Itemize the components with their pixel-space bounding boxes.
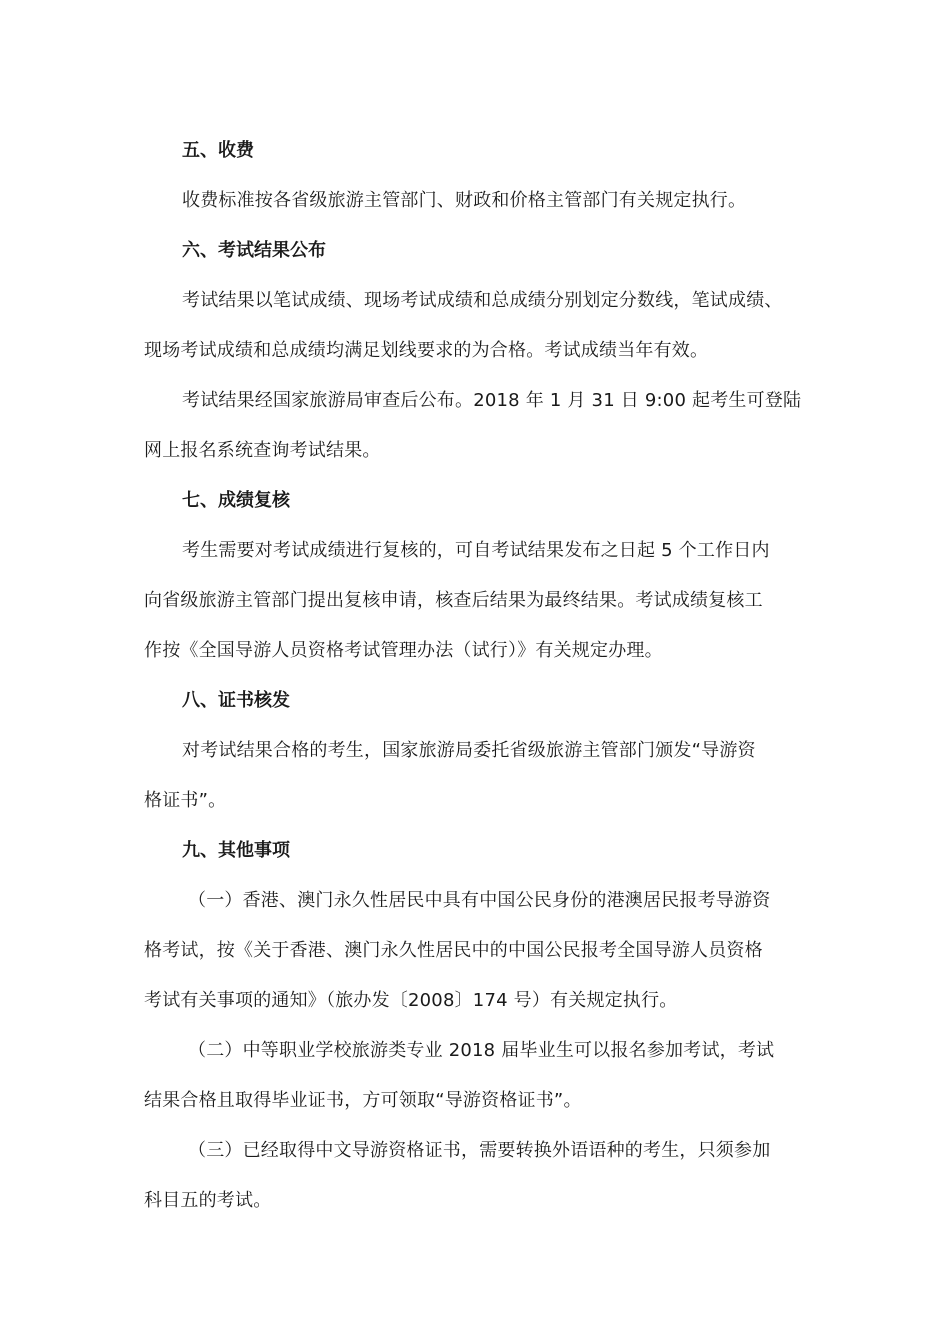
text-line: 考生需要对考试成绩进行复核的，可自考试结果发布之日起 5 个工作日内 <box>182 540 770 561</box>
section-results-publication <box>144 226 812 476</box>
text-line: 结果合格且取得毕业证书，方可领取“导游资格证书”。 <box>144 1090 582 1111</box>
text-line: 考试结果以笔试成绩、现场考试成绩和总成绩分别划定分数线，笔试成绩、 <box>182 290 783 311</box>
section-heading: 六、考试结果公布 <box>182 240 326 261</box>
document-body <box>144 126 812 1226</box>
text-line: 作按《全国导游人员资格考试管理办法（试行）》有关规定办理。 <box>144 640 663 661</box>
text-line: 格证书”。 <box>144 790 227 811</box>
paragraph <box>144 176 812 226</box>
section-fees <box>144 126 812 226</box>
text-line: 收费标准按各省级旅游主管部门、财政和价格主管部门有关规定执行。 <box>182 190 747 211</box>
paragraph <box>144 1026 812 1126</box>
section-heading: 八、证书核发 <box>182 690 290 711</box>
paragraph <box>144 876 812 1026</box>
text-line: 网上报名系统查询考试结果。 <box>144 440 381 461</box>
paragraph <box>144 526 812 676</box>
text-line: 考试结果经国家旅游局审查后公布。2018 年 1 月 31 日 9:00 起考生可登陆 <box>182 390 802 411</box>
paragraph <box>144 726 812 826</box>
text-line: 对考试结果合格的考生，国家旅游局委托省级旅游主管部门颁发“导游资 <box>182 740 756 761</box>
paragraph <box>144 1126 812 1226</box>
section-certificate-issuance <box>144 676 812 826</box>
text-line: 格考试，按《关于香港、澳门永久性居民中的中国公民报考全国导游人员资格 <box>144 940 763 961</box>
text-line: （一）香港、澳门永久性居民中具有中国公民身份的港澳居民报考导游资 <box>188 890 771 911</box>
section-heading: 五、收费 <box>182 140 254 161</box>
text-line: 现场考试成绩和总成绩均满足划线要求的为合格。考试成绩当年有效。 <box>144 340 709 361</box>
text-line: 考试有关事项的通知》（旅办发〔2008〕174 号）有关规定执行。 <box>144 990 678 1011</box>
text-line: （三）已经取得中文导游资格证书，需要转换外语语种的考生，只须参加 <box>188 1140 771 1161</box>
paragraph <box>144 276 812 376</box>
section-other-matters <box>144 826 812 1226</box>
text-line: 向省级旅游主管部门提出复核申请，核查后结果为最终结果。考试成绩复核工 <box>144 590 763 611</box>
text-line: 科目五的考试。 <box>144 1190 272 1211</box>
section-heading: 九、其他事项 <box>182 840 290 861</box>
section-score-review <box>144 476 812 676</box>
paragraph <box>144 376 812 476</box>
text-line: （二）中等职业学校旅游类专业 2018 届毕业生可以报名参加考试，考试 <box>188 1040 775 1061</box>
section-heading: 七、成绩复核 <box>182 490 290 511</box>
